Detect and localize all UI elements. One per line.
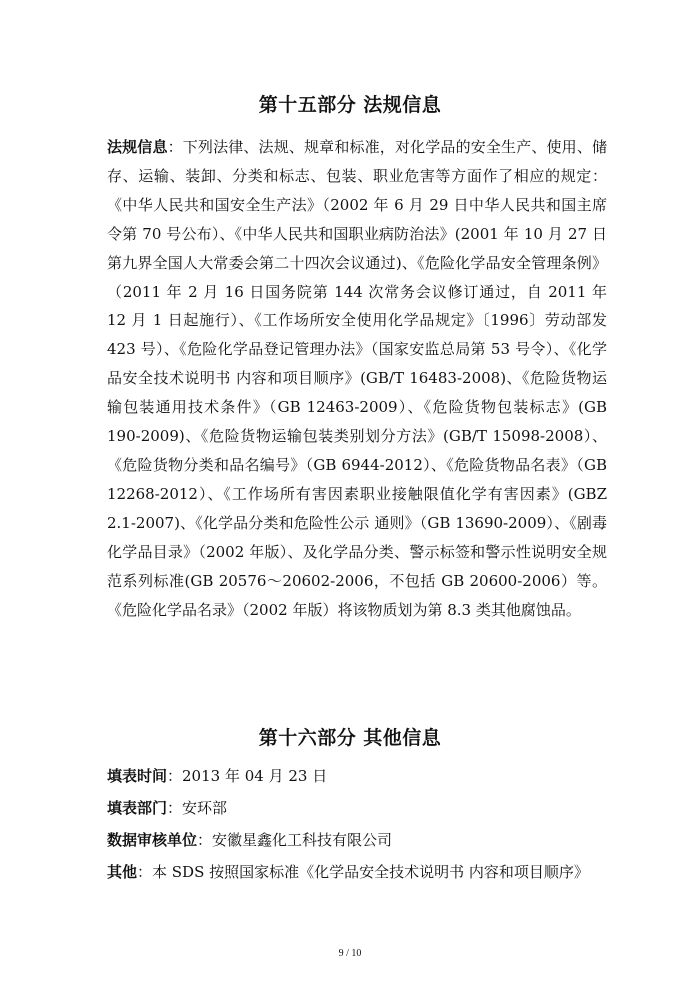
review-unit-line <box>107 826 627 854</box>
review-unit-label: 数据审核单位 <box>107 831 198 849</box>
other-info-value: ：本 SDS 按照国家标准《化学品安全技术说明书 内容和项目顺序》 <box>137 863 589 881</box>
section-16-title: 第十六部分 其他信息 <box>258 727 442 749</box>
fill-time-label: 填表时间 <box>107 767 168 785</box>
fill-department-value: ：安环部 <box>167 799 228 817</box>
other-info-label: 其他 <box>107 863 138 881</box>
fill-department-label: 填表部门 <box>107 799 168 817</box>
regulatory-info-label: 法规信息 <box>107 138 168 156</box>
regulatory-info-paragraph <box>107 133 607 624</box>
page-number: 9 / 10 <box>338 948 362 959</box>
regulatory-info-text: ：下列法律、法规、规章和标准，对化学品的安全生产、使用、储存、运输、装卸、分类和标志、包装、职业危害等方面作了相应的规定：《中华人民共和国安全生产法》（2002 年 6 月 29 日中华人民共和国主席令第 70 号公布）、《中华人民共和国职业病防治法》(2001 年 10 月 27 日第九界全国人大常委会第二十四次会议通过)、《危险化学品安全管理条例》（2011 年 2 月 16 日国务院第 144 次常务会议修订通过，自 2011 年 12 月 1 日起施行）、《工作场所安全使用化学品规定》〔1996〕劳动部发 423 号）、《危险化学品登记管理办法》（国家安监总局第 53 号令）、《化学品安全技术说明书 内容和项目顺序》(GB/T 16483-2008)、《危险货物运输包装通用技术条件》（GB 12463-2009）、《危险货物包装标志》(GB 190-2009)、《危险货物运输包装类别划分方法》(GB/T 15098-2008）、《危险货物分类和品名编号》（GB 6944-2012）、《危险货物品名表》（GB 12268-2012）、《工作场所有害因素职业接触限值化学有害因素》(GBZ 2.1-2007)、《化学品分类和危险性公示 通则》（GB 13690-2009）、《剧毒化学品目录》（2002 年版）、及化学品分类、警示标签和警示性说明安全规范系列标准(GB 20576～20602-2006，不包括 GB 20600-2006）等。《危险化学品名录》（2002 年版）将该物质划为第 8.3 类其他腐蚀品。 <box>107 138 607 619</box>
section-15-title: 第十五部分 法规信息 <box>258 94 442 116</box>
other-info-line <box>107 858 627 886</box>
fill-department-line <box>107 794 627 822</box>
fill-time-value: ：2013 年 04 月 23 日 <box>167 767 328 785</box>
fill-time-line <box>107 762 627 790</box>
review-unit-value: ：安徽星鑫化工科技有限公司 <box>197 831 393 849</box>
